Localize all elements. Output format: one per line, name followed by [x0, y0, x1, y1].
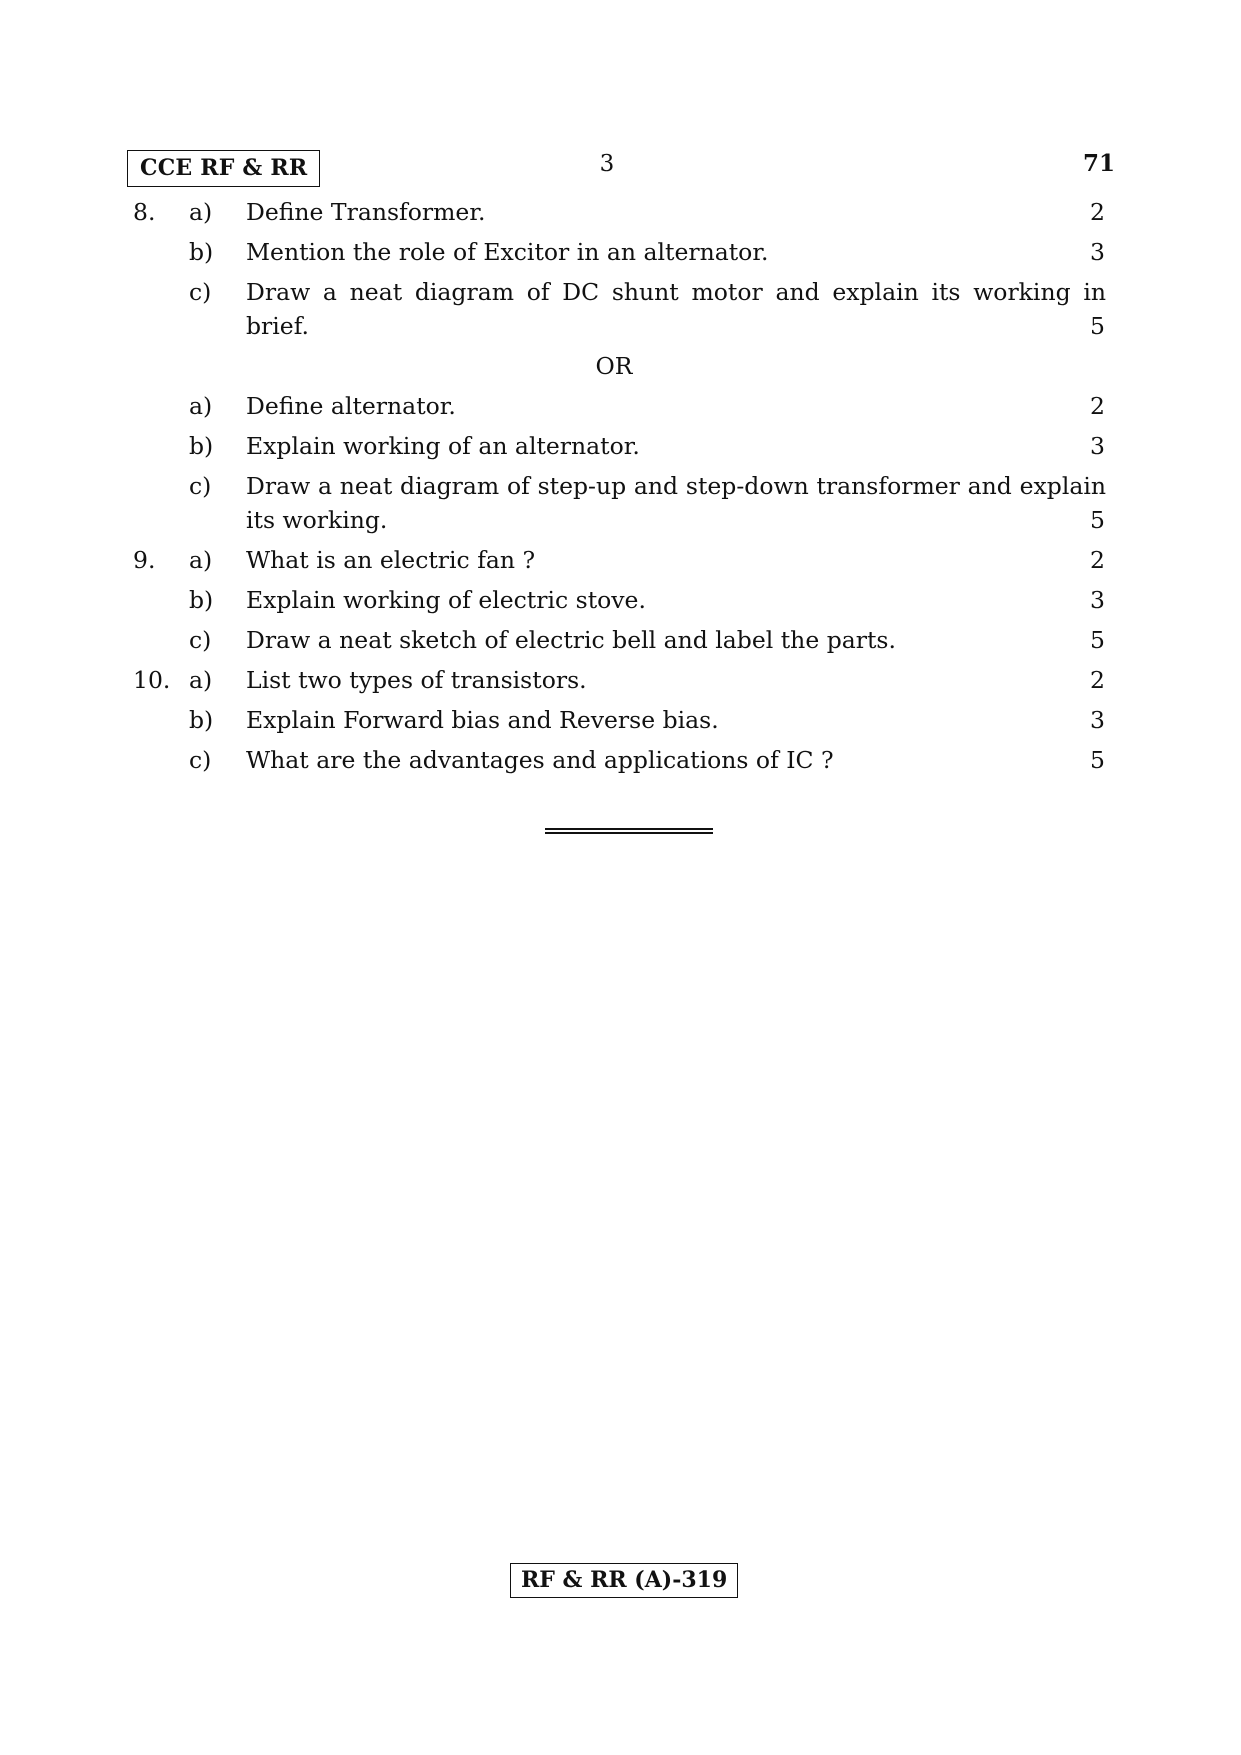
question-row — [127, 195, 1115, 229]
question-marks: 2 — [1090, 392, 1105, 420]
question-text: Draw a neat sketch of electric bell and label the parts. — [246, 626, 896, 654]
question-list — [127, 195, 1115, 783]
question-part: c) — [189, 278, 212, 306]
question-row — [127, 543, 1115, 577]
question-number: 10. — [133, 666, 171, 694]
question-row — [127, 623, 1115, 657]
question-text: Define alternator. — [246, 392, 456, 420]
question-marks: 2 — [1090, 546, 1105, 574]
question-text: Draw a neat diagram of step-up and step-down transformer and explain its working. — [246, 472, 1106, 534]
question-text: Explain working of electric stove. — [246, 586, 646, 614]
page-header — [127, 147, 1115, 187]
question-part: a) — [189, 666, 213, 694]
question-row — [127, 429, 1115, 463]
question-marks: 5 — [1090, 506, 1105, 534]
question-part: b) — [189, 706, 214, 734]
question-marks: 3 — [1090, 432, 1105, 460]
question-row — [127, 275, 1115, 343]
question-marks: 5 — [1090, 746, 1105, 774]
paper-number: 71 — [1082, 150, 1115, 177]
question-marks: 2 — [1090, 198, 1105, 226]
question-text: Explain working of an alternator. — [246, 432, 640, 460]
question-text: What are the advantages and applications of IC ? — [246, 746, 834, 774]
course-code-box: CCE RF & RR — [127, 150, 320, 187]
end-double-rule — [545, 828, 713, 834]
question-text: What is an electric fan ? — [246, 546, 536, 574]
question-marks: 5 — [1090, 312, 1105, 340]
question-part: b) — [189, 586, 214, 614]
question-part: c) — [189, 472, 212, 500]
question-part: c) — [189, 746, 212, 774]
question-text: Explain Forward bias and Reverse bias. — [246, 706, 719, 734]
question-number: 8. — [133, 198, 156, 226]
question-row — [127, 389, 1115, 423]
question-marks: 2 — [1090, 666, 1105, 694]
question-marks: 3 — [1090, 238, 1105, 266]
question-part: b) — [189, 238, 214, 266]
or-separator: OR — [595, 352, 633, 380]
question-text: Mention the role of Excitor in an alternator. — [246, 238, 769, 266]
question-row — [127, 743, 1115, 777]
question-part: a) — [189, 198, 213, 226]
footer-code-box: RF & RR (A)-319 — [510, 1563, 738, 1598]
question-part: c) — [189, 626, 212, 654]
question-number: 9. — [133, 546, 156, 574]
question-row — [127, 583, 1115, 617]
question-marks: 3 — [1090, 586, 1105, 614]
question-row — [127, 469, 1115, 537]
question-part: b) — [189, 432, 214, 460]
question-marks: 5 — [1090, 626, 1105, 654]
question-part: a) — [189, 392, 213, 420]
question-part: a) — [189, 546, 213, 574]
question-text: Draw a neat diagram of DC shunt motor and explain its working in brief. — [246, 278, 1106, 340]
question-row — [127, 663, 1115, 697]
page-number: 3 — [599, 151, 615, 177]
question-row — [127, 235, 1115, 269]
question-row — [127, 703, 1115, 737]
question-marks: 3 — [1090, 706, 1105, 734]
question-text: List two types of transistors. — [246, 666, 587, 694]
question-text: Define Transformer. — [246, 198, 486, 226]
